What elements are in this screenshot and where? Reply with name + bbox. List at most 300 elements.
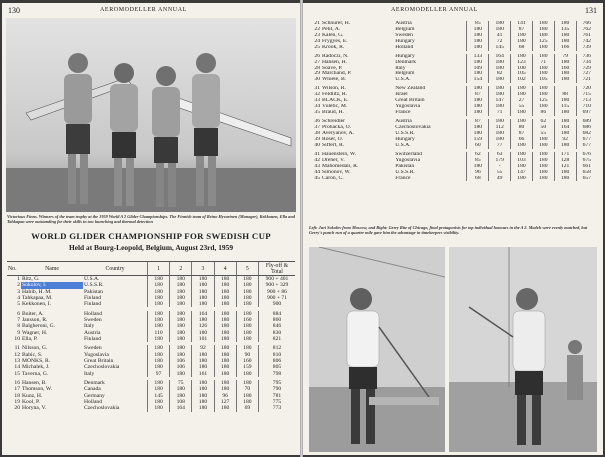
flight-4-cell: 180 xyxy=(214,336,236,342)
name-cell: Jansson, R. xyxy=(22,316,48,323)
name-cell: Petit, A. xyxy=(322,26,341,32)
country-cell: Italy xyxy=(395,65,406,71)
place-cell: 21 xyxy=(314,21,320,26)
table-subtitle: Held at Bourg-Leopold, Belgium, August 23rd, 1959 xyxy=(68,243,234,252)
flight-1-cell: 180 xyxy=(148,289,170,295)
total-cell: 676 xyxy=(576,152,597,158)
name-cell: Vuletic, M. xyxy=(322,104,348,110)
flight-1-cell: 180 xyxy=(467,27,489,33)
country-cell: U.S.S.R. xyxy=(395,169,415,175)
flight-1-cell: 180 xyxy=(467,110,489,116)
flight-2-cell: 106 xyxy=(170,364,192,370)
total-cell: 686 xyxy=(576,125,597,131)
place-cell: 4 xyxy=(17,294,20,301)
place-cell: 6 xyxy=(17,310,20,317)
result-row xyxy=(309,176,597,182)
col-no-header: No. xyxy=(7,262,21,276)
name-cell: Balgheroni, G. xyxy=(22,323,56,330)
result-row xyxy=(7,405,295,411)
flight-5-cell: 180 xyxy=(236,295,258,301)
total-cell: 860 xyxy=(259,317,296,323)
name-cell: Wilson, R. xyxy=(322,86,346,92)
country-cell: Czechoslovakia xyxy=(84,364,120,371)
flight-1-cell: 154 xyxy=(467,77,489,83)
total-cell: 661 xyxy=(576,164,597,170)
total-cell: 775 xyxy=(259,399,296,405)
name-cell: Hauenstein, W. xyxy=(322,151,357,157)
country-cell: Belgium xyxy=(395,71,415,77)
flight-3-cell: 68 xyxy=(511,45,533,51)
flight-4-cell: 180 xyxy=(532,104,554,110)
name-cell: Buiter, A. xyxy=(22,310,44,317)
total-cell: 710 xyxy=(576,104,597,110)
name-cell: Ella, P. xyxy=(22,335,38,342)
flight-2-cell: 180 xyxy=(489,60,511,66)
name-cell: Soave, P. xyxy=(322,65,343,71)
country-cell: Finland xyxy=(84,335,102,342)
name-cell: Siffert, R. xyxy=(322,142,345,148)
name-cell: Horyna, V. xyxy=(22,405,47,412)
flight-1-cell: 85 xyxy=(467,158,489,164)
col-flight2-header: 2 xyxy=(170,262,192,276)
total-cell: 677 xyxy=(576,137,597,143)
place-cell: 24 xyxy=(314,38,320,44)
country-cell: Hungary xyxy=(395,38,415,44)
flight-3-cell: 180 xyxy=(511,54,533,60)
flight-1-cell: 180 xyxy=(467,98,489,104)
flight-3-cell: 180 xyxy=(192,317,214,323)
flight-5-cell: 160 xyxy=(554,66,576,72)
total-cell: 900 + 329 xyxy=(259,282,296,288)
flight-2-cell: 180 xyxy=(170,323,192,329)
col-total-header: Fly-off & Total xyxy=(259,262,296,276)
flight-3-cell: 102 xyxy=(511,77,533,83)
flight-4-cell: 180 xyxy=(532,137,554,143)
flight-2-cell: 106 xyxy=(170,358,192,364)
flight-3-cell: 180 xyxy=(192,352,214,358)
name-cell: Tahkapaa, M. xyxy=(22,294,53,301)
flight-4-cell: 180 xyxy=(214,311,236,317)
flight-3-cell: 147 xyxy=(511,170,533,176)
country-cell: Denmark xyxy=(395,59,417,65)
flight-5-cell: 180 xyxy=(554,77,576,83)
flight-3-cell: 180 xyxy=(511,152,533,158)
name-cell: BLACK, E. xyxy=(322,98,349,104)
flight-4-cell: 180 xyxy=(214,358,236,364)
flight-4-cell: 180 xyxy=(214,289,236,295)
country-cell: Great Britain xyxy=(395,98,425,104)
flight-3-cell: 180 xyxy=(192,358,214,364)
name-cell: Braud, H. xyxy=(322,110,344,116)
place-cell: 43 xyxy=(314,163,320,169)
name-cell: Babic, S. xyxy=(22,351,43,358)
flight-4-cell: 86 xyxy=(532,110,554,116)
results-table-right xyxy=(309,21,597,181)
flight-2-cell: 180 xyxy=(489,21,511,27)
country-cell: Hungary xyxy=(395,53,415,59)
flight-2-cell: 180 xyxy=(170,311,192,317)
place-cell: 10 xyxy=(14,335,20,342)
total-cell: 762 xyxy=(576,27,597,33)
flight-1-cell: 133 xyxy=(467,54,489,60)
flight-1-cell: 159 xyxy=(467,137,489,143)
country-cell: Sweden xyxy=(84,316,102,323)
country-cell: Great Britain xyxy=(84,357,114,364)
place-cell: 25 xyxy=(314,44,320,50)
place-cell: 14 xyxy=(14,364,20,371)
flight-2-cell: 180 xyxy=(170,352,192,358)
right-page-number: 131 xyxy=(585,6,597,15)
flight-2-cell: 180 xyxy=(489,77,511,83)
flight-3-cell: 180 xyxy=(192,295,214,301)
flight-4-cell: 180 xyxy=(532,66,554,72)
team-photo-image xyxy=(6,18,296,212)
flight-4-cell: 180 xyxy=(214,405,236,411)
name-cell: Prohacka, O. xyxy=(322,125,352,131)
flight-3-cell: 180 xyxy=(511,39,533,45)
name-cell: Ritz, G. xyxy=(22,276,40,282)
flight-3-cell: 180 xyxy=(192,301,214,307)
country-cell: Finland xyxy=(84,294,102,301)
left-running-head: AEROMODELLER ANNUAL xyxy=(100,7,187,13)
total-cell: 795 xyxy=(259,380,296,386)
place-cell: 36 xyxy=(314,119,320,125)
country-cell: Germany xyxy=(84,392,105,399)
flight-1-cell: 96 xyxy=(467,170,489,176)
flight-4-cell: 105 xyxy=(532,77,554,83)
flight-1-cell: 87 xyxy=(467,92,489,98)
place-cell: 31 xyxy=(314,86,320,92)
flight-2-cell: 180 xyxy=(489,27,511,33)
flight-5-cell: 171 xyxy=(554,152,576,158)
flight-4-cell: 180 xyxy=(214,380,236,386)
flight-5-cell: 70 xyxy=(236,386,258,392)
flight-2-cell: 75 xyxy=(170,380,192,386)
country-cell: Canada xyxy=(84,386,101,393)
flight-4-cell: 180 xyxy=(532,54,554,60)
place-cell: 18 xyxy=(14,392,20,399)
flight-2-cell: - xyxy=(489,164,511,170)
flight-5-cell: 79 xyxy=(554,54,576,60)
flight-5-cell: 180 xyxy=(554,119,576,125)
flight-4-cell: 180 xyxy=(532,176,554,182)
flight-2-cell: 180 xyxy=(170,317,192,323)
place-cell: 40 xyxy=(314,142,320,148)
name-cell: Thomson, W. xyxy=(22,386,52,393)
flight-5-cell: 135 xyxy=(554,27,576,33)
flight-4-cell: 62 xyxy=(532,119,554,125)
country-cell: Pakistan xyxy=(395,163,415,169)
country-cell: Denmark xyxy=(84,380,105,387)
team-photo xyxy=(6,18,296,212)
flight-4-cell: 127 xyxy=(214,399,236,405)
flight-3-cell: 180 xyxy=(192,364,214,370)
place-cell: 28 xyxy=(314,65,320,71)
flight-2-cell: 180 xyxy=(489,119,511,125)
total-cell: 721 xyxy=(576,77,597,83)
name-cell: Taverna, G. xyxy=(22,370,49,377)
country-cell: Finland xyxy=(84,301,102,308)
flight-5-cell: 180 xyxy=(554,39,576,45)
flight-4-cell: 180 xyxy=(532,158,554,164)
flight-3-cell: 55 xyxy=(511,104,533,110)
country-cell: Czechoslovakia xyxy=(84,405,120,412)
flight-3-cell: 180 xyxy=(192,276,214,283)
flight-2-cell: 63 xyxy=(489,152,511,158)
name-cell: Schnurer, H. xyxy=(322,21,351,26)
flight-2-cell: 82 xyxy=(489,71,511,77)
selected-name-cell: Sokolov, I. xyxy=(21,282,83,288)
flight-1-cell: 180 xyxy=(148,364,170,370)
flight-3-cell: 87 xyxy=(511,131,533,137)
flight-5-cell: 180 xyxy=(554,98,576,104)
total-cell: 697 xyxy=(576,110,597,116)
flight-1-cell: 180 xyxy=(148,399,170,405)
total-cell: 682 xyxy=(576,131,597,137)
total-cell: 715 xyxy=(576,92,597,98)
flight-4-cell: 125 xyxy=(532,39,554,45)
flight-2-cell: 145 xyxy=(489,45,511,51)
flight-1-cell: 110 xyxy=(148,330,170,336)
flight-1-cell: 180 xyxy=(467,60,489,66)
place-cell: 3 xyxy=(17,288,20,295)
flight-5-cell: 180 xyxy=(236,323,258,329)
country-cell: U.S.S.R. xyxy=(395,130,415,136)
place-cell: 1 xyxy=(17,276,20,282)
place-cell: 27 xyxy=(314,59,320,65)
total-cell: 761 xyxy=(576,33,597,39)
total-cell: 727 xyxy=(576,71,597,77)
flight-2-cell: 55 xyxy=(489,170,511,176)
results-body-left xyxy=(7,276,295,412)
flight-5-cell: 90 xyxy=(236,352,258,358)
total-cell: 657 xyxy=(576,176,597,182)
place-cell: 37 xyxy=(314,125,320,131)
flight-2-cell: 180 xyxy=(170,289,192,295)
flight-5-cell: 121 xyxy=(554,164,576,170)
country-cell: Yugoslavia xyxy=(84,351,109,358)
country-cell: U.S.A. xyxy=(395,142,411,148)
flight-4-cell: 180 xyxy=(214,345,236,351)
flight-5-cell: 180 xyxy=(554,143,576,149)
place-cell: 39 xyxy=(314,136,320,142)
place-cell: 32 xyxy=(314,92,320,98)
flight-1-cell: 180 xyxy=(148,380,170,386)
flight-1-cell: 180 xyxy=(467,131,489,137)
total-cell: 675 xyxy=(576,158,597,164)
country-cell: Austria xyxy=(84,329,101,336)
place-cell: 45 xyxy=(314,175,320,181)
country-cell: U.S.A. xyxy=(395,77,411,83)
flight-5-cell: 180 xyxy=(236,330,258,336)
flight-5-cell: 115 xyxy=(554,104,576,110)
left-page-number: 130 xyxy=(8,6,20,15)
name-cell: Dreher, V. xyxy=(322,157,345,163)
flight-2-cell: 112 xyxy=(489,125,511,131)
flight-3-cell: 180 xyxy=(192,393,214,399)
flight-4-cell: 180 xyxy=(532,27,554,33)
total-cell: 766 xyxy=(576,21,597,27)
flight-3-cell: 27 xyxy=(511,98,533,104)
total-cell: 805 xyxy=(259,364,296,370)
flight-4-cell: 180 xyxy=(532,152,554,158)
flight-4-cell: 71 xyxy=(532,60,554,66)
total-cell: 830 xyxy=(259,330,296,336)
flight-3-cell: 180 xyxy=(511,92,533,98)
name-cell: Simonov, W. xyxy=(322,169,351,175)
name-cell: Roser, O. xyxy=(322,136,344,142)
flight-1-cell: 180 xyxy=(148,358,170,364)
total-cell: 790 xyxy=(259,386,296,392)
col-flight1-header: 1 xyxy=(148,262,170,276)
total-cell: 734 xyxy=(576,60,597,66)
flight-3-cell: 180 xyxy=(192,399,214,405)
total-cell: 812 xyxy=(259,345,296,351)
flight-5-cell: 180 xyxy=(236,276,258,283)
flight-3-cell: 180 xyxy=(511,86,533,92)
flight-2-cell: 180 xyxy=(170,295,192,301)
flight-1-cell: 180 xyxy=(467,39,489,45)
place-cell: 20 xyxy=(14,405,20,412)
name-cell: Whiele, B. xyxy=(322,77,347,83)
country-cell: Holland xyxy=(84,398,103,405)
country-cell: Pakistan xyxy=(84,288,103,295)
flight-2-cell: 180 xyxy=(170,301,192,307)
country-cell: Holland xyxy=(395,44,414,50)
flight-4-cell: 125 xyxy=(532,98,554,104)
ritz-photo-image xyxy=(449,247,597,452)
flight-5-cell: 180 xyxy=(236,282,258,288)
place-cell: 33 xyxy=(314,98,320,104)
total-cell: 773 xyxy=(259,405,296,411)
flight-5-cell: 160 xyxy=(236,317,258,323)
flight-1-cell: 180 xyxy=(148,323,170,329)
name-cell: Caron, C. xyxy=(322,175,344,181)
flight-2-cell: 180 xyxy=(489,131,511,137)
name-cell: Schreidler xyxy=(322,119,345,125)
country-cell: Sweden xyxy=(395,32,413,38)
flight-3-cell: 66 xyxy=(511,137,533,143)
flight-5-cell: 88 xyxy=(554,92,576,98)
flight-1-cell: 180 xyxy=(148,317,170,323)
flight-5-cell: 180 xyxy=(236,380,258,386)
flight-4-cell: 180 xyxy=(214,330,236,336)
flight-1-cell: 85 xyxy=(467,21,489,27)
total-cell: 884 xyxy=(259,311,296,317)
name-cell: Nilsson, G. xyxy=(22,345,48,352)
place-cell: 23 xyxy=(314,32,320,38)
place-cell: 19 xyxy=(14,398,20,405)
flight-4-cell: 180 xyxy=(214,317,236,323)
flight-5-cell: 180 xyxy=(554,33,576,39)
name-cell: Mahomedali, R. xyxy=(322,163,359,169)
col-flight5-header: 5 xyxy=(236,262,258,276)
flight-1-cell: 180 xyxy=(148,352,170,358)
flight-3-cell: 180 xyxy=(192,289,214,295)
total-cell: 677 xyxy=(576,143,597,149)
flight-5-cell: 92 xyxy=(554,137,576,143)
place-cell: 9 xyxy=(17,329,20,336)
flight-3-cell: 180 xyxy=(192,380,214,386)
flight-4-cell: 50 xyxy=(532,125,554,131)
flight-3-cell: 180 xyxy=(511,110,533,116)
flight-4-cell: 180 xyxy=(214,352,236,358)
country-cell: Switzerland xyxy=(395,151,422,157)
flight-4-cell: 180 xyxy=(214,276,236,283)
total-cell: 739 xyxy=(576,45,597,51)
name-cell: Feldlitz, R. xyxy=(322,92,348,98)
total-cell: 900 + 401 xyxy=(259,276,296,283)
flight-1-cell: 180 xyxy=(148,282,170,288)
place-cell: 35 xyxy=(314,110,320,116)
flight-1-cell: 180 xyxy=(467,125,489,131)
flight-5-cell: 180 xyxy=(554,176,576,182)
country-cell: Italy xyxy=(84,370,95,377)
place-cell: 22 xyxy=(314,26,320,32)
flight-4-cell: 180 xyxy=(214,386,236,392)
flight-5-cell: 128 xyxy=(554,158,576,164)
place-cell: 38 xyxy=(314,130,320,136)
name-cell: Habib, H. M. xyxy=(22,288,52,295)
flight-2-cell: 49 xyxy=(489,176,511,182)
country-cell: Israel xyxy=(395,92,408,98)
flight-1-cell: 180 xyxy=(467,71,489,77)
flight-3-cell: 180 xyxy=(192,386,214,392)
total-cell: 806 xyxy=(259,358,296,364)
country-cell: U.S.A. xyxy=(84,276,100,282)
total-cell: 821 xyxy=(259,336,296,342)
flight-1-cell: 68 xyxy=(467,176,489,182)
country-cell: Austria xyxy=(395,119,412,125)
flight-1-cell: 180 xyxy=(148,301,170,307)
flight-5-cell: 180 xyxy=(236,311,258,317)
flight-2-cell: 180 xyxy=(489,86,511,92)
total-cell: 900 xyxy=(259,301,296,307)
flight-1-cell: 60 xyxy=(467,143,489,149)
flight-5-cell: 180 xyxy=(236,393,258,399)
flight-1-cell: 180 xyxy=(148,311,170,317)
flight-4-cell: 180 xyxy=(532,45,554,51)
flight-5-cell: 164 xyxy=(554,125,576,131)
place-cell: 17 xyxy=(14,386,20,393)
flight-1-cell: 180 xyxy=(148,345,170,351)
flight-1-cell: 180 xyxy=(148,405,170,411)
flight-3-cell: 180 xyxy=(511,119,533,125)
name-cell: Kekkonen, I. xyxy=(22,301,52,308)
flight-3-cell: 92 xyxy=(192,345,214,351)
flight-1-cell: 180 xyxy=(148,386,170,392)
flight-4-cell: 180 xyxy=(214,282,236,288)
place-cell: 2 xyxy=(17,282,20,289)
country-cell: Sweden xyxy=(84,345,102,352)
flight-5-cell: 180 xyxy=(554,71,576,77)
place-cell: 16 xyxy=(14,380,20,387)
place-cell: 34 xyxy=(314,104,320,110)
flight-1-cell: 97 xyxy=(148,371,170,377)
flight-4-cell: 180 xyxy=(532,164,554,170)
flight-2-cell: 147 xyxy=(489,98,511,104)
flight-5-cell: 180 xyxy=(236,345,258,351)
place-cell: 7 xyxy=(17,316,20,323)
flight-3-cell: 80 xyxy=(511,125,533,131)
sokolov-photo xyxy=(309,247,445,452)
country-cell: U.S.S.R. xyxy=(84,282,104,289)
flight-4-cell: 180 xyxy=(214,323,236,329)
flight-5-cell: 180 xyxy=(554,110,576,116)
total-cell: 720 xyxy=(576,86,597,92)
flight-2-cell: 180 xyxy=(489,66,511,72)
col-name-header: Name xyxy=(21,262,83,276)
